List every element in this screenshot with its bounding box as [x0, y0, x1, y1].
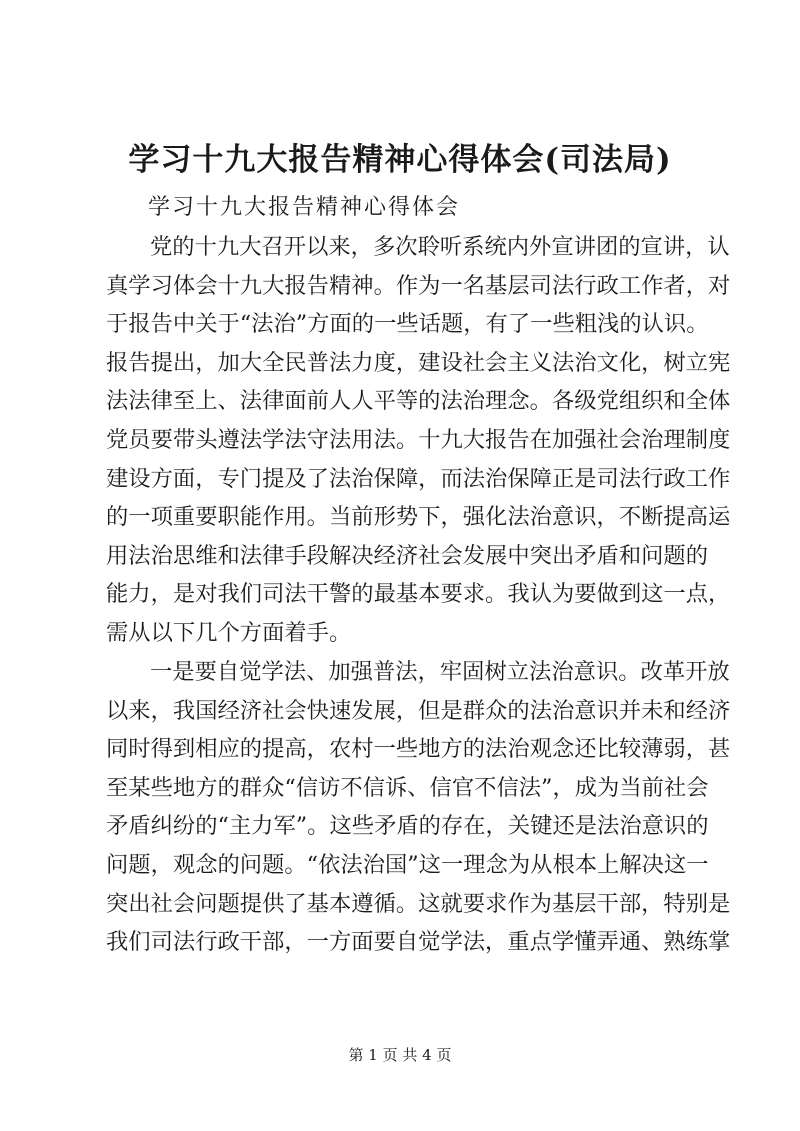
- paragraph-line: 问题，观念的问题。“依法治国”这一理念为从根本上解决这一: [106, 851, 709, 878]
- paragraph-1: [106, 228, 731, 653]
- paragraph-line: 以来，我国经济社会快速发展，但是群众的法治意识并未和经济: [106, 697, 731, 724]
- paragraph-line: 的一项重要职能作用。当前形势下，强化法治意识，不断提高运: [106, 504, 731, 531]
- paragraph-line: 我们司法行政干部，一方面要自觉学法，重点学懂弄通、熟练掌: [106, 929, 731, 956]
- paragraph-line: 能力，是对我们司法干警的最基本要求。我认为要做到这一点，: [106, 581, 731, 608]
- paragraph-line: 党的十九大召开以来，多次聆听系统内外宣讲团的宣讲，认: [150, 234, 730, 260]
- paragraph-line: 用法治思维和法律手段解决经济社会发展中突出矛盾和问题的: [106, 542, 709, 569]
- document-title: 学习十九大报告精神心得体会(司法局): [128, 142, 672, 178]
- paragraph-line: 报告提出，加大全民普法力度，建设社会主义法治文化，树立宪: [106, 349, 731, 376]
- paragraph-line: 一是要自觉学法、加强普法，牢固树立法治意识。改革开放: [150, 659, 730, 685]
- paragraph-line: 党员要带头遵法学法守法用法。十九大报告在加强社会治理制度: [106, 426, 731, 453]
- paragraph-line: 需从以下几个方面着手。: [106, 619, 352, 646]
- document-subtitle: 学习十九大报告精神心得体会: [148, 195, 461, 220]
- paragraph-line: 同时得到相应的提高，农村一些地方的法治观念还比较薄弱，甚: [106, 736, 731, 763]
- paragraph-line: 法法律至上、法律面前人人平等的法治理念。各级党组织和全体: [106, 388, 731, 415]
- paragraph-line: 于报告中关于“法治”方面的一些话题，有了一些粗浅的认识。: [106, 311, 709, 338]
- paragraph-line: 至某些地方的群众“信访不信诉、信官不信法”，成为当前社会: [106, 774, 709, 801]
- paragraph-line: 矛盾纠纷的“主力军”。这些矛盾的存在，关键还是法治意识的: [106, 813, 709, 840]
- paragraph-2: [106, 653, 731, 962]
- paragraph-line: 建设方面，专门提及了法治保障，而法治保障正是司法行政工作: [106, 465, 731, 492]
- page-number-footer: 第 1 页 共 4 页: [348, 1046, 452, 1064]
- paragraph-line: 突出社会问题提供了基本遵循。这就要求作为基层干部，特别是: [106, 890, 731, 917]
- paragraph-line: 真学习体会十九大报告精神。作为一名基层司法行政工作者，对: [106, 272, 731, 299]
